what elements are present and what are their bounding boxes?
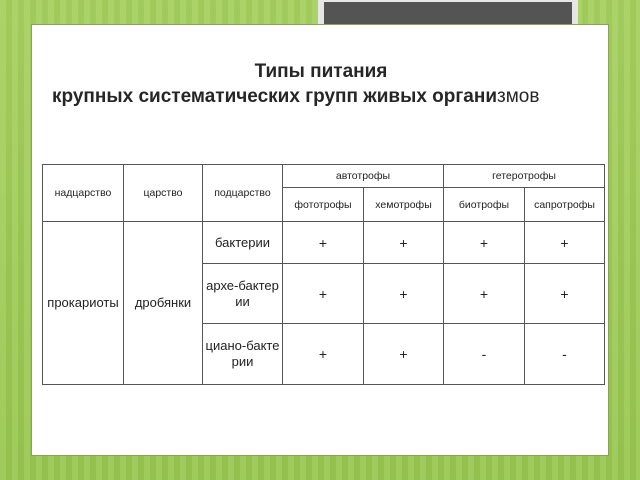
saprotrophs-cell: - [525,324,605,385]
chemotrophs-cell: + [364,264,444,324]
chemotrophs-cell: + [364,222,444,264]
kingdom-cell: дробянки [124,222,203,385]
table-row [43,222,605,264]
subkingdom-cell: бактерии [203,222,283,264]
header-biotrophs: биотрофы [444,188,525,222]
phototrophs-cell: + [283,264,364,324]
header-phototrophs: фототрофы [283,188,364,222]
subtitle-regular-part: змов [497,86,540,107]
slide-title: Типы питания [254,61,388,82]
chemotrophs-cell: + [364,324,444,385]
header-kingdom: царство [124,165,203,222]
domain-cell: прокариоты [43,222,124,385]
header-domain: надцарство [43,165,124,222]
subkingdom-cell: архе-бактерии [203,264,283,324]
header-subkingdom: подцарство [203,165,283,222]
header-saprotrophs: сапротрофы [525,188,605,222]
saprotrophs-cell: + [525,264,605,324]
header-row-1 [43,165,605,188]
slide-subtitle [52,85,612,109]
slide-content [31,24,609,456]
header-autotrophs: автотрофы [283,165,444,188]
biotrophs-cell: + [444,222,525,264]
phototrophs-cell: + [283,222,364,264]
phototrophs-cell: + [283,324,364,385]
saprotrophs-cell: + [525,222,605,264]
subtitle-bold-part: крупных систематических групп живых органи [52,86,498,107]
biotrophs-cell: + [444,264,525,324]
biotrophs-cell: - [444,324,525,385]
header-chemotrophs: хемотрофы [364,188,444,222]
nutrition-types-table [42,164,605,385]
header-heterotrophs: гетеротрофы [444,165,605,188]
subkingdom-cell: циано-бактерии [203,324,283,385]
